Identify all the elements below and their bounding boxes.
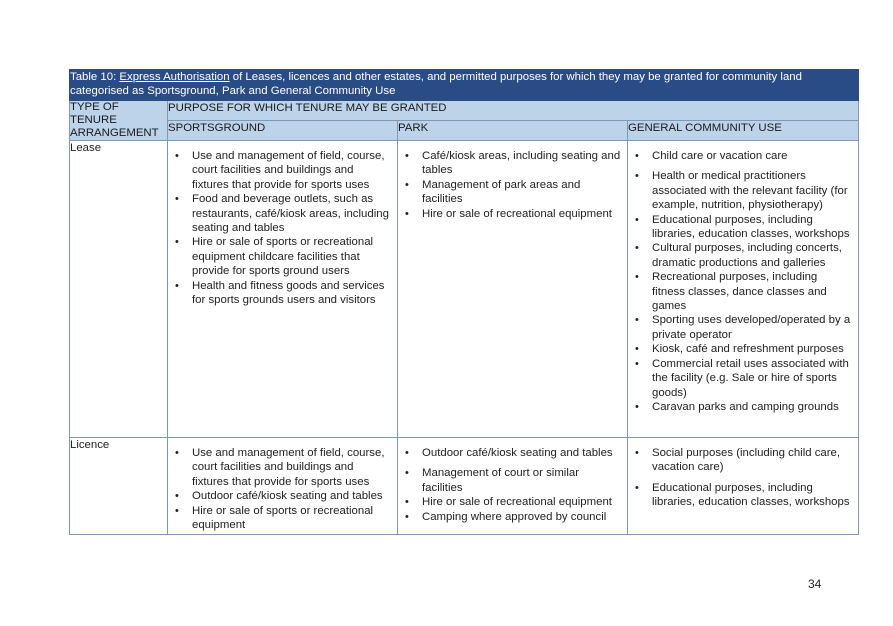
list-item: • Child care or vacation care bbox=[652, 149, 852, 163]
tenure-type-cell: Licence bbox=[70, 438, 168, 535]
caption-prefix: Table 10: bbox=[70, 71, 120, 83]
table-caption bbox=[70, 70, 859, 101]
lease-park-cell bbox=[398, 141, 628, 438]
list-item: • Kiosk, café and refreshment purposes bbox=[652, 342, 852, 356]
licence-park-cell bbox=[398, 438, 628, 535]
tenure-purposes-table bbox=[69, 69, 859, 535]
list-item: • Sporting uses developed/operated by a private operator bbox=[652, 313, 852, 342]
table-row-lease bbox=[70, 141, 859, 438]
header-purpose: PURPOSE FOR WHICH TENURE MAY BE GRANTED bbox=[168, 101, 859, 121]
caption-line-2: categorised as Sportsground, Park and General Community Use bbox=[70, 85, 396, 98]
list-item: • Commercial retail uses associated with the facility (e.g. Sale or hire of sports goods) bbox=[652, 357, 852, 400]
list-item: • Hire or sale of sports or recreational equipment bbox=[192, 504, 391, 533]
caption-line-1 bbox=[70, 70, 858, 84]
header-sportsground: SPORTSGROUND bbox=[168, 121, 398, 141]
list-item: • Cultural purposes, including concerts, dramatic productions and galleries bbox=[652, 241, 852, 270]
table-row-licence bbox=[70, 438, 859, 535]
list-item: • Management of court or similar facilities bbox=[422, 466, 621, 495]
list-item: • Hire or sale of recreational equipment bbox=[422, 207, 621, 221]
list-item: • Educational purposes, including libraries, education classes, workshops bbox=[652, 481, 852, 510]
lease-sportsground-cell bbox=[168, 141, 398, 438]
header-type-of-tenure: TYPE OF TENURE ARRANGEMENT bbox=[70, 101, 168, 141]
list-item: • Recreational purposes, including fitness classes, dance classes and games bbox=[652, 270, 852, 313]
list-item: • Outdoor café/kiosk seating and tables bbox=[192, 489, 391, 503]
list-item: • Hire or sale of recreational equipment bbox=[422, 495, 621, 509]
list-item: • Camping where approved by council bbox=[422, 510, 621, 524]
list-item: • Health and fitness goods and services for sports grounds users and visitors bbox=[192, 279, 391, 308]
list-item: • Outdoor café/kiosk seating and tables bbox=[422, 446, 621, 460]
list-item: • Use and management of field, course, court facilities and buildings and fixtures that provide for sports uses bbox=[192, 149, 391, 192]
page-number: 34 bbox=[808, 577, 822, 591]
lease-general-cell bbox=[628, 141, 859, 438]
list-item: • Social purposes (including child care, vacation care) bbox=[652, 446, 852, 475]
list-item: • Hire or sale of sports or recreational equipment childcare facilities that provide for sports ground users bbox=[192, 235, 391, 278]
caption-express-authorisation-link[interactable]: Express Authorisation bbox=[119, 71, 230, 83]
caption-line1-rest: of Leases, licences and other estates, and permitted purposes for which they may be granted for community land bbox=[229, 71, 802, 83]
list-item: • Educational purposes, including libraries, education classes, workshops bbox=[652, 213, 852, 242]
licence-sportsground-cell bbox=[168, 438, 398, 535]
list-item: • Café/kiosk areas, including seating and tables bbox=[422, 149, 621, 178]
list-item: • Food and beverage outlets, such as restaurants, café/kiosk areas, including seating and tables bbox=[192, 192, 391, 235]
tenure-type-cell: Lease bbox=[70, 141, 168, 438]
list-item: • Caravan parks and camping grounds bbox=[652, 400, 852, 414]
list-item: • Health or medical practitioners associated with the relevant facility (for example, nutrition, physiotherapy) bbox=[652, 169, 852, 212]
list-item: • Use and management of field, course, court facilities and buildings and fixtures that provide for sports uses bbox=[192, 446, 391, 489]
list-item: • Management of park areas and facilities bbox=[422, 178, 621, 207]
header-park: PARK bbox=[398, 121, 628, 141]
licence-general-cell bbox=[628, 438, 859, 535]
header-general-community-use: GENERAL COMMUNITY USE bbox=[628, 121, 859, 141]
